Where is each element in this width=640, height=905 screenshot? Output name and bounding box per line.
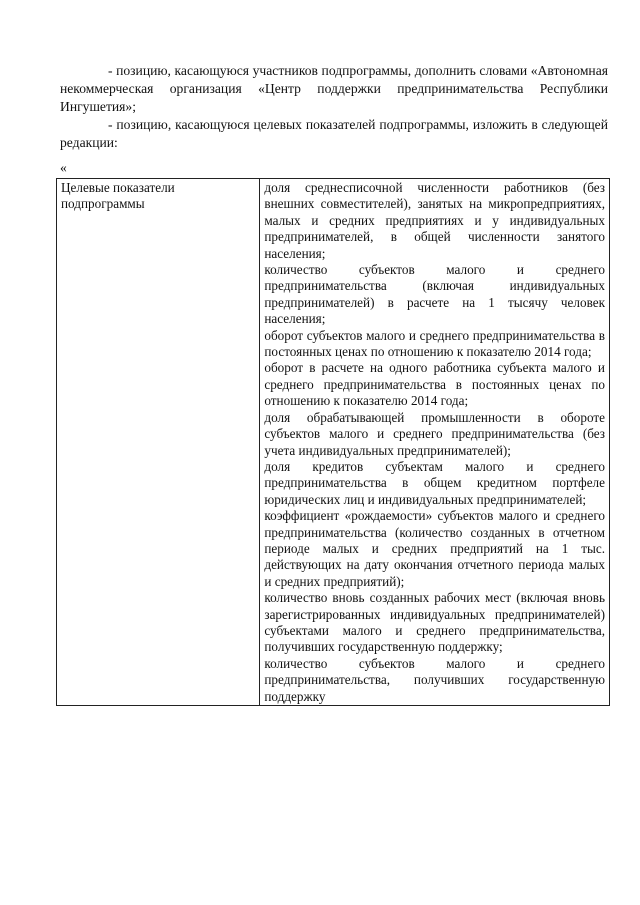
indicator-item: количество вновь созданных рабочих мест (включая вновь зарегистрированных индивидуальных предпринимателей) субъектами малого и среднего предпринимательства, получивших государственную поддержку; (264, 590, 605, 655)
intro-text (60, 62, 608, 152)
indicator-item: оборот субъектов малого и среднего предпринимательства в постоянных ценах по отношению к показателю 2014 года; (264, 327, 605, 360)
indicator-item: количество субъектов малого и среднего предпринимательства, получивших государственную поддержку (264, 655, 605, 704)
indicator-item: количество субъектов малого и среднего предпринимательства (включая индивидуальных предпринимателей) в расчете на 1 тысячу человек населения; (264, 262, 605, 327)
intro-paragraph-participants: - позицию, касающуюся участников подпрограммы, дополнить словами «Автономная некоммерческая организация «Центр поддержки предпринимательства Республики Ингушетия»; (60, 63, 608, 114)
table-row (57, 179, 610, 706)
target-indicators-table (56, 178, 610, 706)
indicator-item: доля кредитов субъектам малого и среднего предпринимательства в общем кредитном портфеле юридических лиц и индивидуальных предпринимателей; (264, 458, 605, 507)
table-label: Целевые показатели подпрограммы (61, 180, 175, 212)
table-content-cell (260, 179, 610, 706)
indicator-item: доля среднесписочной численности работников (без внешних совместителей), занятых на микропредприятиях, малых и средних предприятиях и у индивидуальных предпринимателей, в общей численности занятого населения; (264, 180, 605, 261)
indicator-item: оборот в расчете на одного работника субъекта малого и среднего предпринимательства в постоянных ценах по отношению к показателю 2014 года; (264, 360, 605, 409)
opening-quote: « (60, 160, 67, 175)
table-label-cell (57, 179, 260, 706)
intro-paragraph-indicators: - позицию, касающуюся целевых показателей подпрограммы, изложить в следующей редакции: (60, 117, 608, 150)
indicator-item: доля обрабатывающей промышленности в обороте субъектов малого и среднего предпринимательства (без учета индивидуальных предпринимателей); (264, 409, 605, 458)
indicator-item: коэффициент «рождаемости» субъектов малого и среднего предпринимательства (количество созданных в отчетном периоде малых и средних предприятий на 1 тыс. действующих на дату окончания отчетного периода малых и средних предприятий); (264, 508, 605, 589)
